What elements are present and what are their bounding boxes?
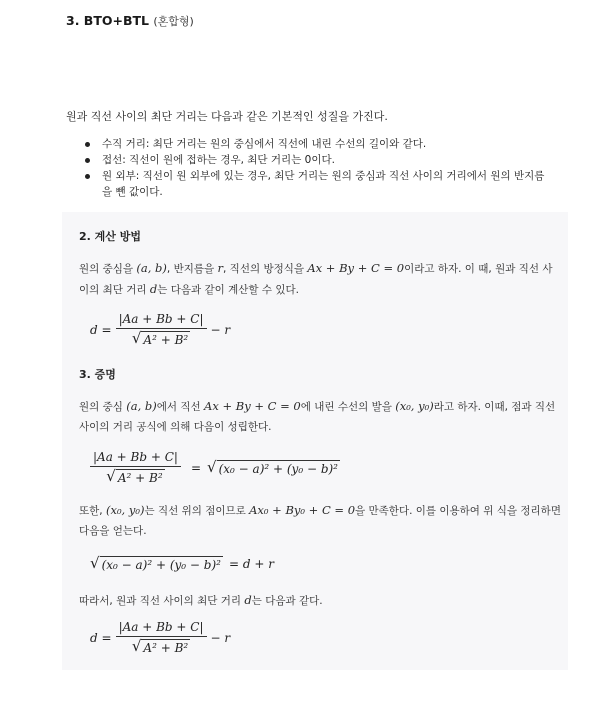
proof-section-title: 3. 증명	[79, 368, 116, 381]
heading-title: 3. BTO+BTL	[66, 13, 149, 28]
list-item-text: 최단 거리는 원의 중심에서 직선에 내린 수선의 길이와 같다.	[152, 138, 427, 150]
list-item	[82, 152, 552, 168]
list-item-text: 직선이 원에 접하는 경우, 최단 거리는 0이다.	[129, 154, 335, 166]
proof-paragraph-3: 따라서, 원과 직선 사이의 최단 거리 d는 다음과 같다.	[79, 593, 323, 607]
proof-paragraph-1: 원의 중심 (a, b)에서 직선 Ax + By + C = 0에 내린 수선의 발을 (x₀, y₀)라고 하자. 이때, 점과 직선 사이의 거리 공식에 의해 다음이 성립한다.	[79, 399, 556, 433]
math-inline: Ax + By + C = 0	[307, 261, 405, 275]
list-item-term: 원 외부:	[102, 170, 140, 182]
calc-section-title: 2. 계산 방법	[79, 230, 141, 243]
property-list	[82, 136, 552, 200]
list-item-term: 수직 거리:	[102, 138, 150, 150]
perpendicular-distance-equation: |Aa + Bb + C| √ A² + B² = √ (x₀ − a)² + (y₀ − b)²	[90, 450, 340, 485]
math-inline: r	[217, 261, 223, 275]
distance-formula: d = |Aa + Bb + C| √ A² + B² − r	[90, 312, 231, 347]
calc-paragraph: 원의 중심을 (a, b), 반지름을 r, 직선의 방정식을 Ax + By + C = 0이라고 하자. 이 때, 원과 직선 사이의 최단 거리 d는 다음과 같이 계산할 수 있다.	[79, 261, 553, 296]
math-inline: d	[149, 282, 158, 296]
final-distance-formula: d = |Aa + Bb + C| √ A² + B² − r	[90, 620, 231, 655]
list-item	[82, 168, 552, 200]
intro-text: 원과 직선 사이의 최단 거리는 다음과 같은 기본적인 성질을 가진다.	[66, 110, 388, 123]
sqrt-distance-equation: √ (x₀ − a)² + (y₀ − b)² = d + r	[90, 554, 274, 572]
list-item	[82, 136, 552, 152]
proof-paragraph-2: 또한, (x₀, y₀)는 직선 위의 점이므로 Ax₀ + By₀ + C = 0을 만족한다. 이를 이용하여 위 식을 정리하면 다음을 얻는다.	[79, 503, 561, 537]
list-item-text: 직선이 원 외부에 있는 경우, 최단 거리는 원의 중심과 직선 사이의 거리에서 원의 반지름을 뺀 값이다.	[102, 170, 545, 198]
math-inline: (a, b)	[136, 261, 167, 275]
section-heading	[66, 13, 194, 29]
heading-subtitle: (혼합형)	[153, 15, 194, 28]
list-item-term: 접선:	[102, 154, 126, 166]
